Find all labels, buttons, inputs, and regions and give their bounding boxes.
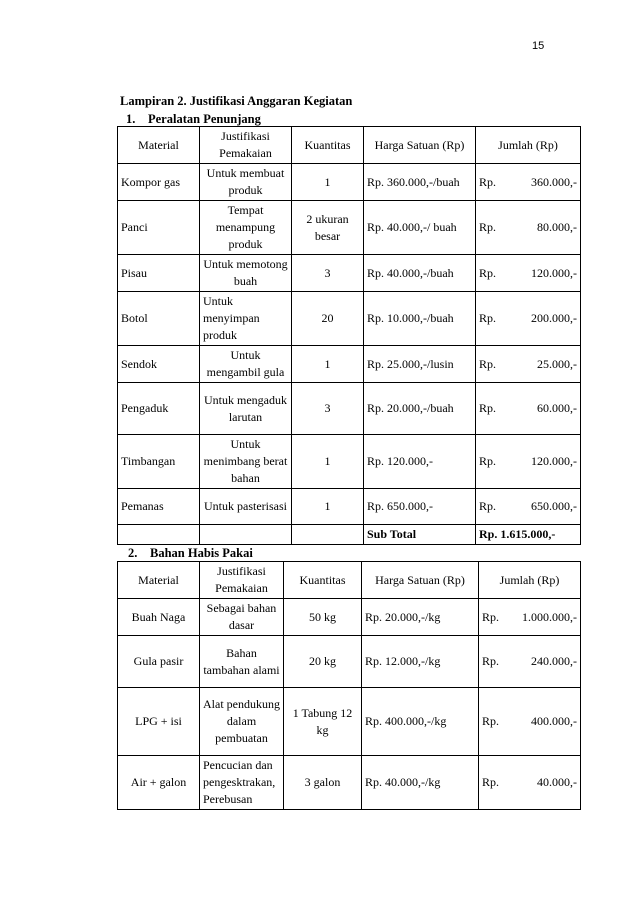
currency-label: Rp. [479,401,497,415]
table-row [118,636,581,688]
jumlah-amount [479,400,577,417]
jumlah-cell [479,599,581,636]
material-cell: Air + galon [118,756,200,810]
amount-value: 200.000,- [531,311,577,325]
kuantitas-cell: 1 [292,435,364,489]
amount-value: 400.000,- [531,714,577,728]
harga-cell: Rp. 40.000,-/buah [364,255,476,292]
kuantitas-cell: 3 [292,255,364,292]
header-harga: Harga Satuan (Rp) [362,562,479,599]
table-header-row [118,127,581,164]
table-row [118,292,581,346]
section2-heading [128,546,253,561]
amount-value: 120.000,- [531,265,577,280]
justifikasi-cell: Pencucian dan pengesktrakan, Perebusan [200,756,284,810]
table-row [118,599,581,636]
header-harga: Harga Satuan (Rp) [364,127,476,164]
justifikasi-cell: Untuk menyimpan produk [200,292,292,346]
harga-cell: Rp. 120.000,- [364,435,476,489]
header-jumlah: Jumlah (Rp) [476,127,581,164]
justifikasi-cell: Untuk mengaduk larutan [200,383,292,435]
kuantitas-cell: 20 kg [284,636,362,688]
header-material: Material [118,127,200,164]
harga-cell: Rp. 12.000,-/kg [362,636,479,688]
harga-cell: Rp. 400.000,-/kg [362,688,479,756]
amount-value: 80.000,- [537,220,577,234]
subtotal-label: Sub Total [364,525,476,545]
material-cell: LPG + isi [118,688,200,756]
section2-title: Bahan Habis Pakai [150,546,253,560]
currency-label: Rp. [479,356,497,371]
jumlah-cell [479,756,581,810]
subtotal-row [118,525,581,545]
jumlah-cell [476,255,581,292]
header-kuantitas: Kuantitas [292,127,364,164]
header-jumlah: Jumlah (Rp) [479,562,581,599]
table-row [118,164,581,201]
jumlah-cell [476,435,581,489]
empty-cell [200,525,292,545]
material-cell: Buah Naga [118,599,200,636]
page-heading: Lampiran 2. Justifikasi Anggaran Kegiatan [120,94,353,108]
amount-value: 25.000,- [537,356,577,371]
section1-title: Peralatan Penunjang [148,112,261,126]
jumlah-amount [479,219,577,236]
material-cell: Pengaduk [118,383,200,435]
section1-number: 1. [126,112,136,126]
amount-value: 40.000,- [537,775,577,789]
harga-cell: Rp. 40.000,-/ buah [364,201,476,255]
harga-cell: Rp. 20.000,-/buah [364,383,476,435]
jumlah-amount [482,774,577,791]
kuantitas-cell: 1 [292,164,364,201]
jumlah-cell [476,383,581,435]
header-kuantitas: Kuantitas [284,562,362,599]
amount-value: 120.000,- [531,454,577,468]
kuantitas-cell: 3 galon [284,756,362,810]
justifikasi-cell: Sebagai bahan dasar [200,599,284,636]
kuantitas-cell: 3 [292,383,364,435]
kuantitas-cell: 2 ukuran besar [292,201,364,255]
table-row [118,346,581,383]
material-cell: Botol [118,292,200,346]
table-header-row [118,562,581,599]
currency-label: Rp. [479,311,497,325]
harga-cell: Rp. 10.000,-/buah [364,292,476,346]
justifikasi-cell: Tempat menampung produk [200,201,292,255]
justifikasi-cell: Alat pendukung dalam pembuatan [200,688,284,756]
jumlah-amount [479,356,577,373]
justifikasi-cell: Untuk mengambil gula [200,346,292,383]
justifikasi-cell: Untuk memotong buah [200,255,292,292]
amount-value: 240.000,- [531,654,577,668]
amount-value: 360.000,- [531,174,577,189]
kuantitas-cell: 1 Tabung 12 kg [284,688,362,756]
harga-cell: Rp. 360.000,-/buah [364,164,476,201]
material-cell: Kompor gas [118,164,200,201]
empty-cell [292,525,364,545]
currency-label: Rp. [482,609,500,624]
jumlah-cell [479,688,581,756]
justifikasi-cell: Bahan tambahan alami [200,636,284,688]
table-row [118,435,581,489]
table-row [118,489,581,525]
jumlah-cell [476,346,581,383]
amount-value: 650.000,- [531,499,577,513]
currency-label: Rp. [479,174,497,189]
table-row [118,756,581,810]
kuantitas-cell: 50 kg [284,599,362,636]
jumlah-cell [476,292,581,346]
table-row [118,688,581,756]
justifikasi-cell: Untuk menimbang berat bahan [200,435,292,489]
currency-label: Rp. [479,220,497,234]
amount-value: 1.000.000,- [522,609,577,624]
currency-label: Rp. [482,654,500,668]
peralatan-table [117,126,581,545]
kuantitas-cell: 1 [292,489,364,525]
jumlah-amount [482,713,577,730]
harga-cell: Rp. 25.000,-/lusin [364,346,476,383]
jumlah-amount [482,609,577,626]
table-row [118,201,581,255]
jumlah-cell [476,164,581,201]
amount-value: 60.000,- [537,401,577,415]
justifikasi-cell: Untuk pasterisasi [200,489,292,525]
jumlah-cell [476,489,581,525]
material-cell: Pisau [118,255,200,292]
jumlah-amount [479,310,577,327]
material-cell: Panci [118,201,200,255]
currency-label: Rp. [479,454,497,468]
jumlah-amount [479,498,577,515]
subtotal-value: Rp. 1.615.000,- [476,525,581,545]
jumlah-amount [479,265,577,282]
harga-cell: Rp. 40.000,-/kg [362,756,479,810]
empty-cell [118,525,200,545]
currency-label: Rp. [479,265,497,280]
table-row [118,255,581,292]
header-material: Material [118,562,200,599]
harga-cell: Rp. 20.000,-/kg [362,599,479,636]
currency-label: Rp. [479,499,497,513]
currency-label: Rp. [482,775,500,789]
kuantitas-cell: 20 [292,292,364,346]
material-cell: Sendok [118,346,200,383]
header-justifikasi: Justifikasi Pemakaian [200,562,284,599]
kuantitas-cell: 1 [292,346,364,383]
jumlah-cell [476,201,581,255]
jumlah-cell [479,636,581,688]
material-cell: Gula pasir [118,636,200,688]
jumlah-amount [479,453,577,470]
bahan-table [117,561,581,810]
jumlah-amount [479,174,577,191]
section1-heading [126,112,261,127]
justifikasi-cell: Untuk membuat produk [200,164,292,201]
table-row [118,383,581,435]
page-number: 15 [532,40,545,52]
jumlah-amount [482,653,577,670]
header-justifikasi: Justifikasi Pemakaian [200,127,292,164]
material-cell: Pemanas [118,489,200,525]
material-cell: Timbangan [118,435,200,489]
currency-label: Rp. [482,714,500,728]
section2-number: 2. [128,546,138,560]
harga-cell: Rp. 650.000,- [364,489,476,525]
